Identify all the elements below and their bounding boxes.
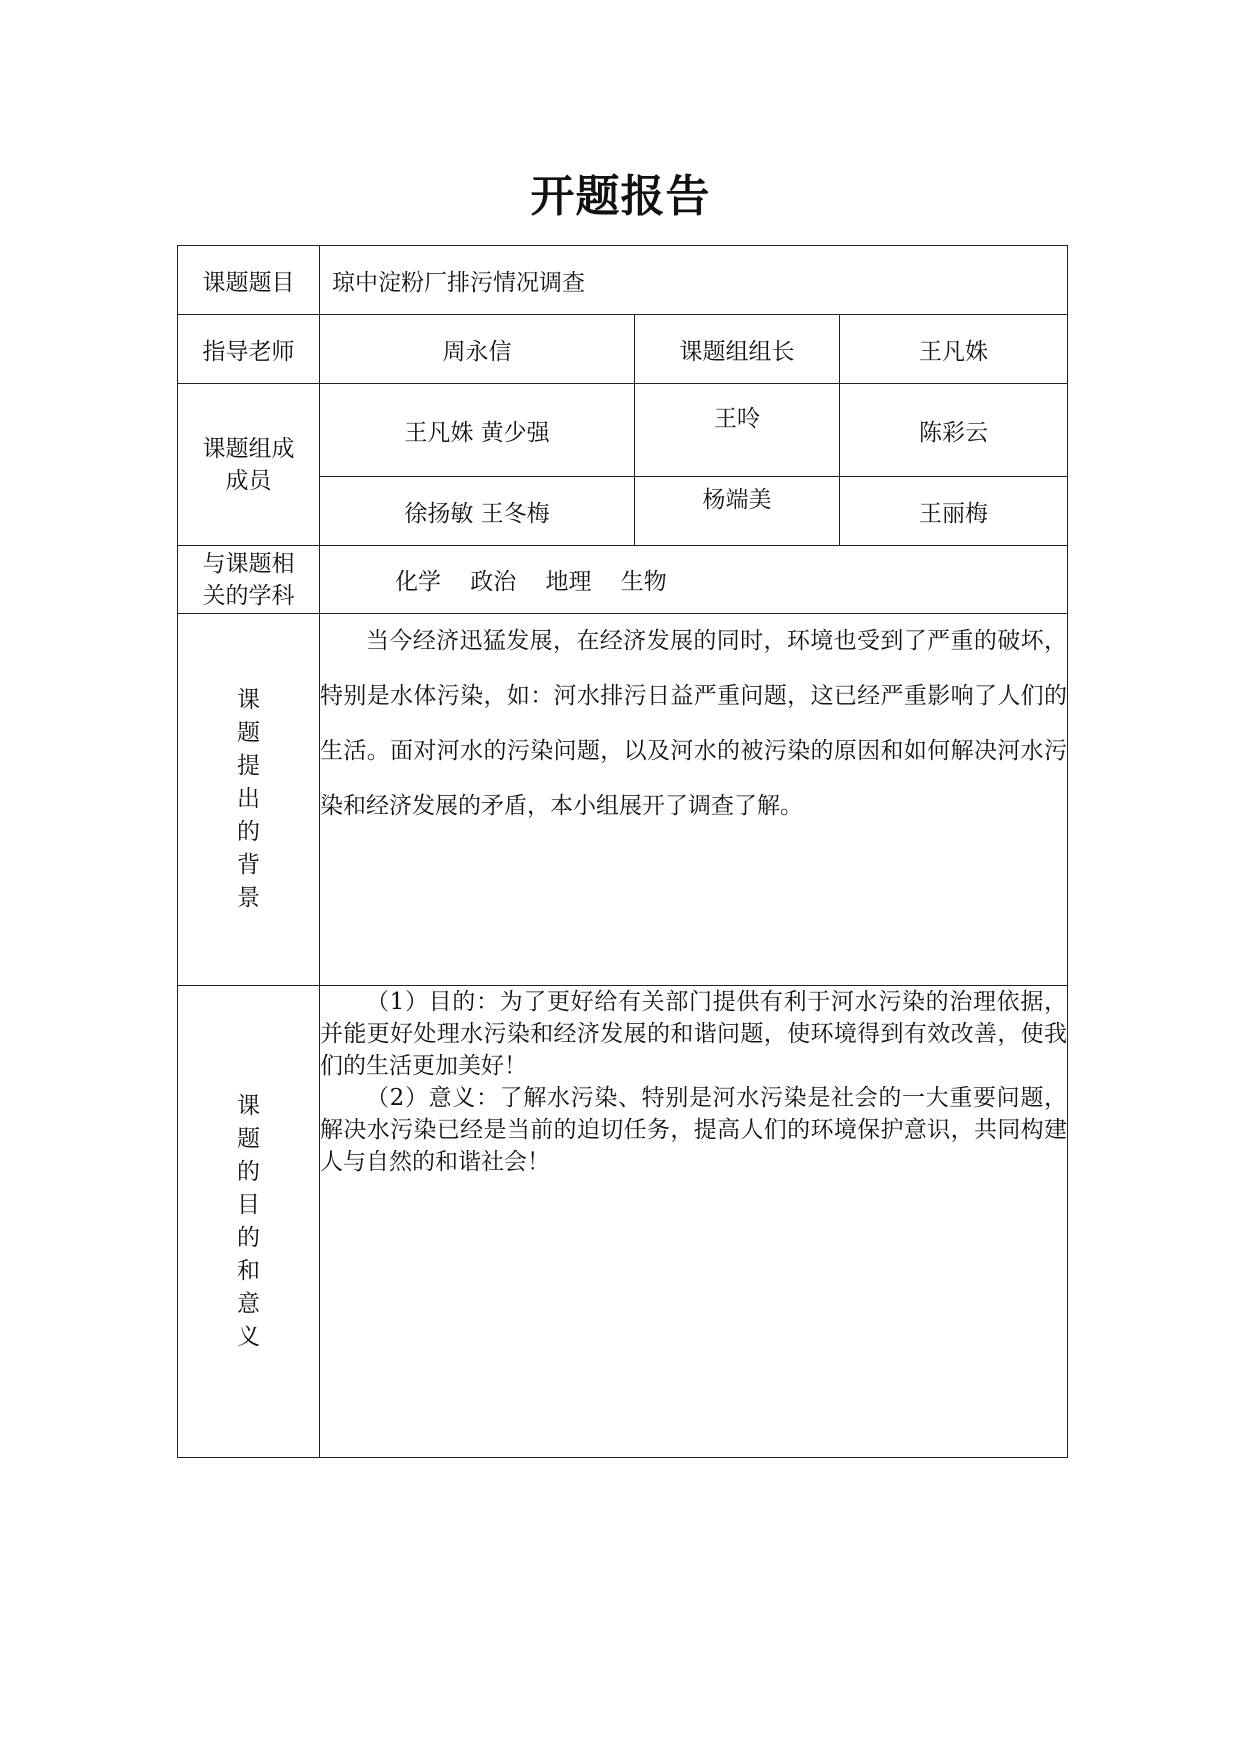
topic-value: 琼中淀粉厂排污情况调查 [320, 246, 1068, 315]
label-char: 背 [237, 852, 260, 878]
purpose-paragraph: （1）目的：为了更好给有关部门提供有利于河水污染的治理依据，并能更好处理水污染和经济发展的和谐问题，使环境得到有效改善，使我们的生活更加美好！ [320, 989, 1068, 1079]
document-title: 开题报告 [530, 171, 711, 222]
leader-label: 课题组组长 [635, 315, 840, 384]
subjects-value: 化学 政治 地理 生物 [320, 546, 1068, 614]
purpose-label [178, 986, 320, 1458]
label-char: 意 [237, 1290, 260, 1317]
background-content [320, 614, 1068, 986]
background-row [178, 614, 1068, 986]
topic-label: 课题题目 [178, 246, 320, 315]
leader-value: 王凡姝 [840, 315, 1068, 384]
members-row-1 [178, 384, 1068, 477]
label-char: 题 [237, 720, 260, 746]
subjects-row [178, 546, 1068, 614]
purpose-row [178, 986, 1068, 1458]
members-label [178, 384, 320, 546]
member-cell: 徐扬敏 王冬梅 [320, 477, 635, 546]
purpose-content [320, 986, 1068, 1458]
label-char: 目 [237, 1191, 260, 1218]
member-cell: 王凡姝 黄少强 [320, 384, 635, 477]
label-char: 的 [237, 1224, 260, 1251]
significance-paragraph: （2）意义：了解水污染、特别是河水污染是社会的一大重要问题，解决水污染已经是当前的迫切任务，提高人们的环境保护意识，共同构建人与自然的和谐社会！ [320, 1085, 1068, 1175]
topic-row [178, 246, 1068, 315]
advisor-label: 指导老师 [178, 315, 320, 384]
advisor-row [178, 315, 1068, 384]
members-label-text: 课题组成成员 [202, 435, 295, 494]
label-char: 和 [237, 1257, 260, 1284]
label-char: 提 [237, 753, 260, 779]
subjects-label-line: 关的学科 [202, 582, 295, 609]
label-char: 课 [237, 687, 260, 713]
subjects-label-line: 与课题相 [202, 550, 295, 577]
label-char: 的 [237, 819, 260, 845]
label-char: 景 [237, 885, 260, 911]
member-cell: 王丽梅 [840, 477, 1068, 546]
label-char: 出 [237, 786, 260, 812]
background-paragraph: 当今经济迅猛发展，在经济发展的同时，环境也受到了严重的破坏，特别是水体污染，如：河水排污日益严重问题，这已经严重影响了人们的生活。面对河水的污染问题，以及河水的被污染的原因和如何解决河水污染和经济发展的矛盾，本小组展开了调查了解。 [320, 628, 1068, 819]
background-label [178, 614, 320, 986]
advisor-value: 周永信 [320, 315, 635, 384]
proposal-table [177, 245, 1068, 1458]
label-char: 课 [237, 1092, 260, 1119]
member-cell: 杨端美 [635, 477, 840, 546]
subjects-label [178, 546, 320, 614]
label-char: 题 [237, 1125, 260, 1152]
member-cell: 陈彩云 [840, 384, 1068, 477]
member-cell: 王呤 [635, 384, 840, 477]
label-char: 义 [237, 1323, 260, 1350]
label-char: 的 [237, 1158, 260, 1185]
